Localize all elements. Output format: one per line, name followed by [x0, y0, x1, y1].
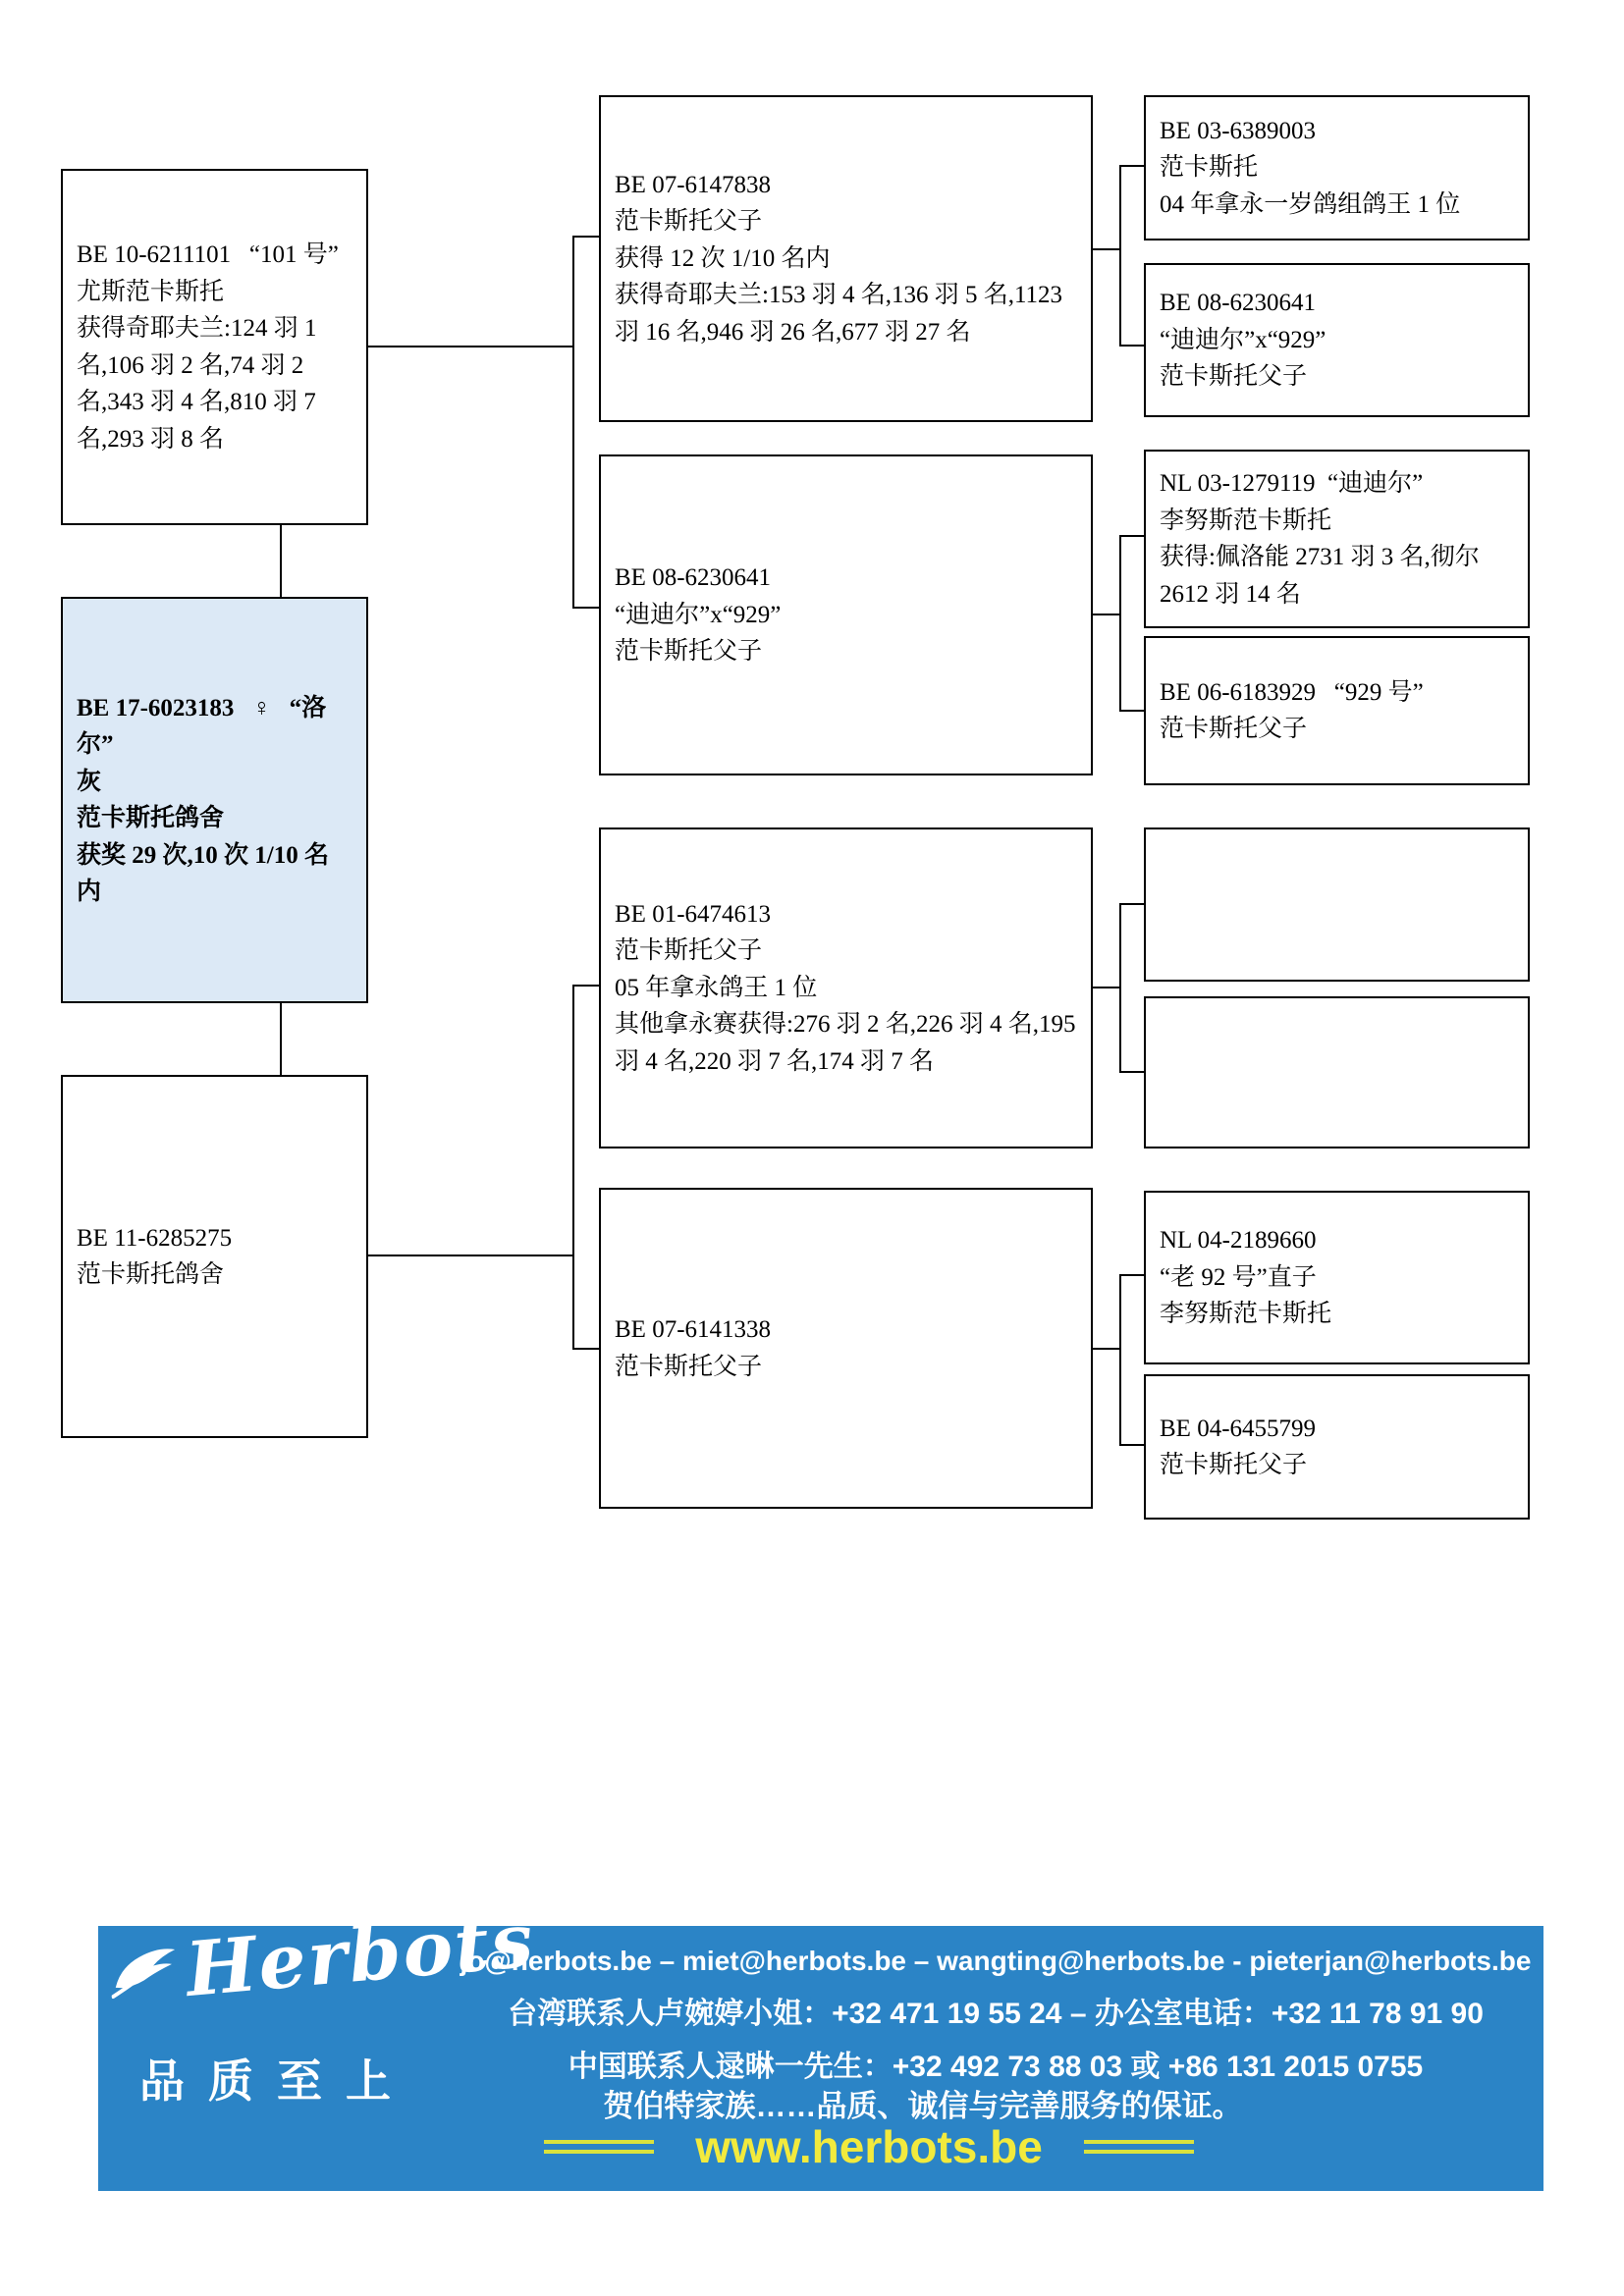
ring-number: BE 11-6285275: [77, 1224, 233, 1252]
connector-line: [1119, 1274, 1144, 1276]
connector-line: [1119, 535, 1121, 712]
results-line: 获得奇耶夫兰:153 羽 4 名,136 羽 5 名,1123 羽 16 名,946 羽 26 名,677 羽 27 名: [615, 282, 1069, 346]
logo-tagline: 品质至上: [139, 2056, 414, 2107]
loft-line: 范卡斯托父子: [1160, 716, 1308, 742]
ring-number: NL 03-1279119 “迪迪尔”: [1160, 470, 1424, 497]
loft-line: 范卡斯托鸽舍: [77, 1261, 225, 1288]
connector-line: [572, 236, 599, 238]
connector-line: [368, 1255, 572, 1256]
ring-number: NL 04-2189660: [1160, 1227, 1317, 1255]
connector-line: [1093, 248, 1119, 250]
ring-number: BE 03-6389003: [1160, 117, 1317, 144]
loft-line: 范卡斯托父子: [1160, 363, 1308, 391]
pedigree-box-dam: [61, 1075, 368, 1438]
pedigree-box-dam-sire: [599, 828, 1093, 1148]
pedigree-box-sire-sire: [599, 95, 1093, 422]
connector-line: [1119, 535, 1144, 537]
connector-line: [1093, 1348, 1119, 1350]
connector-line: [1093, 614, 1119, 615]
pedigree-box-sire-dam: [599, 454, 1093, 775]
left-rule-decoration: [544, 2140, 654, 2154]
pedigree-box-sire: [61, 169, 368, 525]
results-line: 其他拿永赛获得:276 羽 2 名,226 羽 4 名,195 羽 4 名,220 羽 7 名,174 羽 7 名: [615, 1011, 1082, 1075]
loft-line: 范卡斯托父子: [615, 638, 763, 666]
pedigree-box-sire-sire-dam: [1144, 263, 1530, 417]
pedigree-box-subject: [61, 597, 368, 1003]
pedigree-box-sire-sire-sire: [1144, 95, 1530, 240]
ring-number: BE 07-6147838: [615, 171, 772, 198]
ring-number: BE 06-6183929 “929 号”: [1160, 678, 1424, 706]
loft-line: 范卡斯托父子: [615, 1353, 763, 1380]
connector-line: [1119, 903, 1144, 905]
loft-line: 范卡斯托父子: [615, 937, 763, 965]
connector-line: [1093, 987, 1119, 988]
connector-line: [1119, 165, 1144, 167]
ring-number: BE 08-6230641: [615, 564, 772, 592]
results-line: 获得:佩洛能 2731 羽 3 名,彻尔 2612 羽 14 名: [1160, 544, 1486, 608]
connector-line: [1119, 1071, 1144, 1073]
footer-banner: [98, 1896, 1543, 2191]
feather-icon: [107, 1940, 183, 2007]
connector-line: [572, 1348, 599, 1350]
contact-block: [448, 1926, 1543, 2085]
right-rule-decoration: [1084, 2140, 1194, 2154]
connector-line: [280, 525, 282, 597]
pairing-line: “迪迪尔”x“929”: [1160, 326, 1326, 353]
results-line: 获得 12 次 1/10 名内: [615, 244, 831, 272]
results-line: 获得奇耶夫兰:124 羽 1 名,106 羽 2 名,74 羽 2 名,343 羽 4 名,810 羽 7 名,293 羽 8 名: [77, 315, 323, 453]
connector-line: [572, 985, 574, 1350]
email-addresses: jo@herbots.be – miet@herbots.be – wangting@herbots.be - pieterjan@herbots.be: [460, 1946, 1532, 1976]
pedigree-box-sire-dam-sire: [1144, 450, 1530, 628]
connector-line: [572, 236, 574, 609]
connector-line: [572, 985, 599, 987]
ring-number: BE 10-6211101 “101 号”: [77, 241, 339, 268]
slogan-line: 贺伯特家族……品质、诚信与完善服务的保证。: [603, 2089, 1243, 2123]
logo-wordmark: Herbots: [182, 1896, 539, 2014]
pedigree-box-dam-sire-sire-empty: [1144, 828, 1530, 982]
results-line: 05 年拿永鸽王 1 位: [615, 974, 818, 1001]
connector-line: [1119, 345, 1144, 347]
pedigree-box-dam-dam-sire: [1144, 1191, 1530, 1364]
pedigree-box-sire-dam-dam: [1144, 636, 1530, 785]
china-contact-line: 中国联系人逯晽一先生：+32 492 73 88 03 或 +86 131 2015 0755: [568, 2051, 1424, 2083]
pairing-line: “迪迪尔”x“929”: [615, 601, 782, 628]
connector-line: [572, 607, 599, 609]
loft-line: 李努斯范卡斯托: [1160, 507, 1332, 534]
connector-line: [368, 346, 572, 347]
connector-line: [280, 1003, 282, 1075]
taiwan-contact-line: 台湾联系人卢婉婷小姐：+32 471 19 55 24 – 办公室电话：+32 11 78 91 90: [508, 1998, 1484, 2030]
ring-number: BE 07-6141338: [615, 1316, 772, 1343]
ring-number: BE 01-6474613: [615, 900, 772, 928]
results-line: 04 年拿永一岁鸽组鸽王 1 位: [1160, 190, 1461, 218]
connector-line: [1119, 165, 1121, 347]
connector-line: [1119, 710, 1144, 712]
color-line: 灰: [77, 768, 102, 795]
results-line: 获奖 29 次,10 次 1/10 名内: [77, 841, 329, 905]
loft-line: 范卡斯托: [1160, 154, 1259, 182]
pedigree-box-dam-dam-dam: [1144, 1374, 1530, 1520]
website-row: [324, 2120, 1414, 2173]
website-url: www.herbots.be: [695, 2121, 1043, 2172]
loft-line: 范卡斯托鸽舍: [77, 805, 225, 831]
loft-line: 尤斯范卡斯托: [77, 278, 225, 305]
ring-number: BE 04-6455799: [1160, 1415, 1317, 1442]
connector-line: [1119, 903, 1121, 1073]
loft-line: 李努斯范卡斯托: [1160, 1301, 1332, 1328]
pedigree-box-dam-dam: [599, 1188, 1093, 1509]
connector-line: [1119, 1274, 1121, 1446]
ring-number: BE 08-6230641: [1160, 290, 1317, 317]
lineage-line: “老 92 号”直子: [1160, 1263, 1317, 1291]
pedigree-box-dam-sire-dam-empty: [1144, 996, 1530, 1148]
connector-line: [1119, 1444, 1144, 1446]
ring-number: BE 17-6023183 ♀ “洛尔”: [77, 694, 327, 758]
loft-line: 范卡斯托父子: [615, 208, 763, 236]
loft-line: 范卡斯托父子: [1160, 1452, 1308, 1478]
